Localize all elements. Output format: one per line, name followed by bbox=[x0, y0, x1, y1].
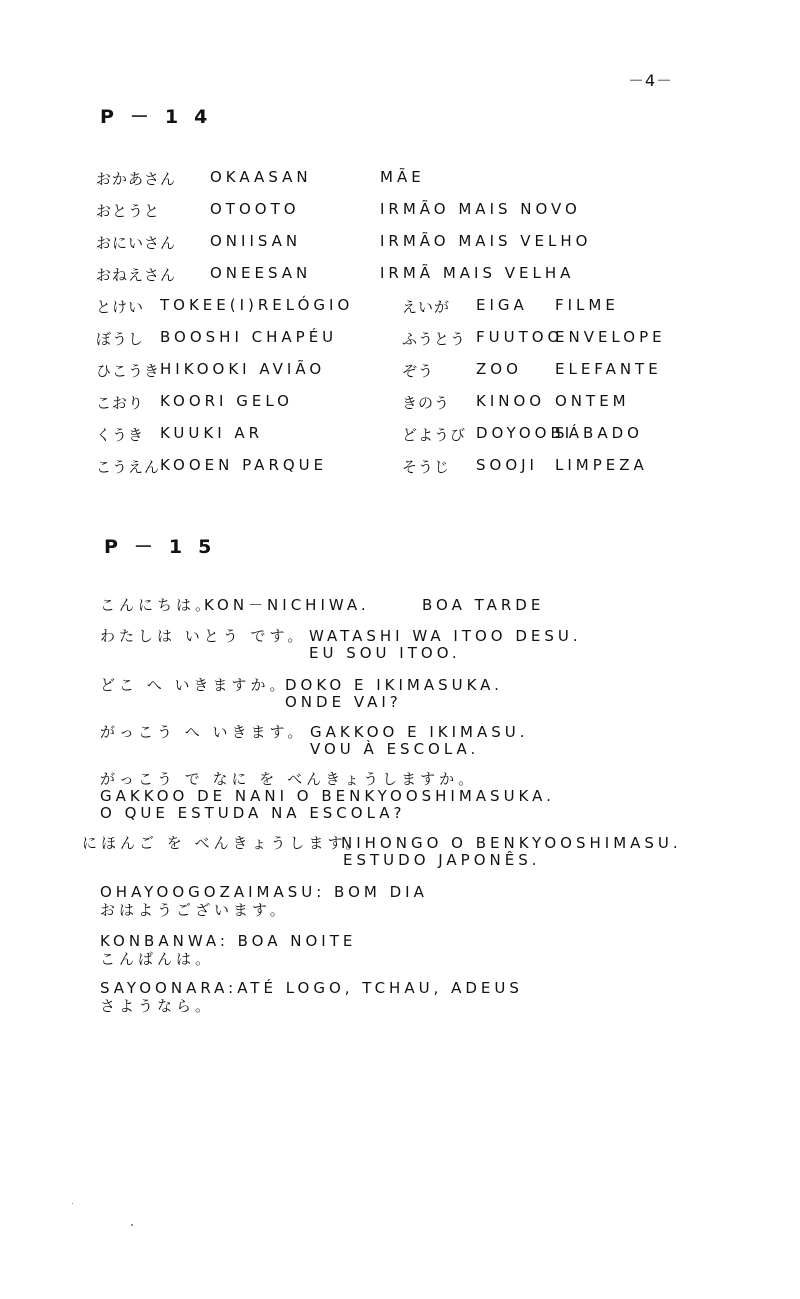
phrase-romaji: KONBANWA: BOA NOITE bbox=[100, 932, 357, 950]
vocab-romaji: ONEESAN bbox=[210, 264, 312, 282]
vocab-row bbox=[0, 328, 800, 354]
phrase-romaji: GAKKOO DE NANI O BENKYOOSHIMASUKA. bbox=[100, 787, 555, 805]
vocab-translation: IRMÃO MAIS VELHO bbox=[380, 232, 592, 250]
vocab-row bbox=[0, 456, 800, 482]
vocab-jp: ぼうし bbox=[96, 330, 145, 348]
phrase-romaji: DOKO E IKIMASUKA. bbox=[285, 676, 503, 694]
vocab-romaji: KUUKI AR bbox=[160, 424, 264, 442]
vocab-romaji: EIGA bbox=[476, 296, 528, 314]
vocab-romaji: HIKOOKI AVIÃO bbox=[160, 360, 326, 378]
vocab-romaji: ZOO bbox=[476, 360, 522, 378]
vocab-translation: IRMÃO MAIS NOVO bbox=[380, 200, 581, 218]
phrase-jp: さようなら。 bbox=[100, 997, 215, 1015]
phrase-romaji: NIHONGO O BENKYOOSHIMASU. bbox=[341, 834, 682, 852]
vocab-jp: きのう bbox=[402, 394, 451, 412]
vocab-jp: おねえさん bbox=[96, 266, 177, 284]
phrase-romaji: GAKKOO E IKIMASU. bbox=[310, 723, 529, 741]
vocab-romaji: SOOJI bbox=[476, 456, 538, 474]
scan-speck bbox=[72, 1203, 73, 1204]
phrase-jp: わたしは いとう です。 bbox=[100, 627, 307, 645]
vocab-translation: ELEFANTE bbox=[555, 360, 662, 378]
vocab-row bbox=[0, 168, 800, 194]
phrase-romaji: WATASHI WA ITOO DESU. bbox=[309, 627, 582, 645]
phrase-translation: BOA TARDE bbox=[422, 596, 545, 614]
phrase-jp: にほんご を べんきょうします。 bbox=[82, 834, 365, 852]
vocab-row bbox=[0, 264, 800, 290]
scan-speck bbox=[131, 1224, 133, 1226]
vocab-romaji: OTOOTO bbox=[210, 200, 300, 218]
section-title-p14: P－14 bbox=[100, 106, 224, 128]
vocab-romaji: KOOEN PARQUE bbox=[160, 456, 328, 474]
vocab-row bbox=[0, 424, 800, 450]
vocab-jp: おとうと bbox=[96, 202, 161, 220]
vocab-row bbox=[0, 392, 800, 418]
vocab-translation: LIMPEZA bbox=[555, 456, 648, 474]
vocab-jp: ぞう bbox=[402, 362, 435, 380]
vocab-jp: おかあさん bbox=[96, 170, 177, 188]
vocab-jp: とけい bbox=[96, 298, 145, 316]
vocab-jp: おにいさん bbox=[96, 234, 177, 252]
phrase-jp: こんばんは。 bbox=[100, 950, 215, 968]
vocab-jp: どようび bbox=[402, 426, 467, 444]
phrase-translation: O QUE ESTUDA NA ESCOLA? bbox=[100, 804, 406, 822]
phrase-romaji: OHAYOOGOZAIMASU: BOM DIA bbox=[100, 883, 428, 901]
phrase-translation: VOU À ESCOLA. bbox=[310, 740, 480, 758]
vocab-row bbox=[0, 232, 800, 258]
vocab-romaji: TOKEE(I)RELÓGIO bbox=[160, 296, 354, 314]
vocab-jp: くうき bbox=[96, 426, 145, 444]
phrase-translation: ONDE VAI? bbox=[285, 693, 402, 711]
vocab-row bbox=[0, 200, 800, 226]
vocab-jp: えいが bbox=[402, 298, 451, 316]
vocab-romaji: KINOO bbox=[476, 392, 546, 410]
vocab-jp: ふうとう bbox=[402, 330, 467, 348]
phrase-jp: がっこう へ いきます。 bbox=[100, 723, 307, 741]
vocab-romaji: OKAASAN bbox=[210, 168, 312, 186]
vocab-translation: SÁBADO bbox=[555, 424, 643, 442]
phrase-romaji: KON－NICHIWA. bbox=[204, 596, 370, 614]
vocab-jp: ひこうき bbox=[96, 362, 161, 380]
phrase-jp: おはようございます。 bbox=[100, 901, 289, 919]
vocab-romaji: BOOSHI CHAPÉU bbox=[160, 328, 338, 346]
vocab-translation: MÃE bbox=[380, 168, 425, 186]
vocab-romaji: FUUTOO bbox=[476, 328, 564, 346]
phrase-jp: こんにちは。 bbox=[100, 596, 215, 614]
vocab-jp: こうえん bbox=[96, 458, 161, 476]
vocab-translation: IRMÃ MAIS VELHA bbox=[380, 264, 575, 282]
vocab-romaji: KOORI GELO bbox=[160, 392, 293, 410]
vocab-row bbox=[0, 296, 800, 322]
section-title-p15: P－15 bbox=[104, 536, 228, 558]
vocab-romaji: ONIISAN bbox=[210, 232, 302, 250]
phrase-translation: EU SOU ITOO. bbox=[309, 644, 461, 662]
phrase-romaji: SAYOONARA:ATÉ LOGO, TCHAU, ADEUS bbox=[100, 979, 523, 997]
phrase-jp: どこ へ いきますか。 bbox=[100, 676, 289, 694]
vocab-translation: ONTEM bbox=[555, 392, 630, 410]
vocab-jp: こおり bbox=[96, 394, 145, 412]
phrase-jp: がっこう で なに を べんきょうしますか。 bbox=[100, 770, 478, 788]
vocab-jp: そうじ bbox=[402, 458, 451, 476]
vocab-translation: ENVELOPE bbox=[555, 328, 666, 346]
vocab-translation: FILME bbox=[555, 296, 619, 314]
vocab-romaji: DOYOOBI bbox=[476, 424, 574, 442]
page-number: －4－ bbox=[628, 71, 674, 90]
phrase-translation: ESTUDO JAPONÊS. bbox=[343, 851, 541, 869]
vocab-row bbox=[0, 360, 800, 386]
